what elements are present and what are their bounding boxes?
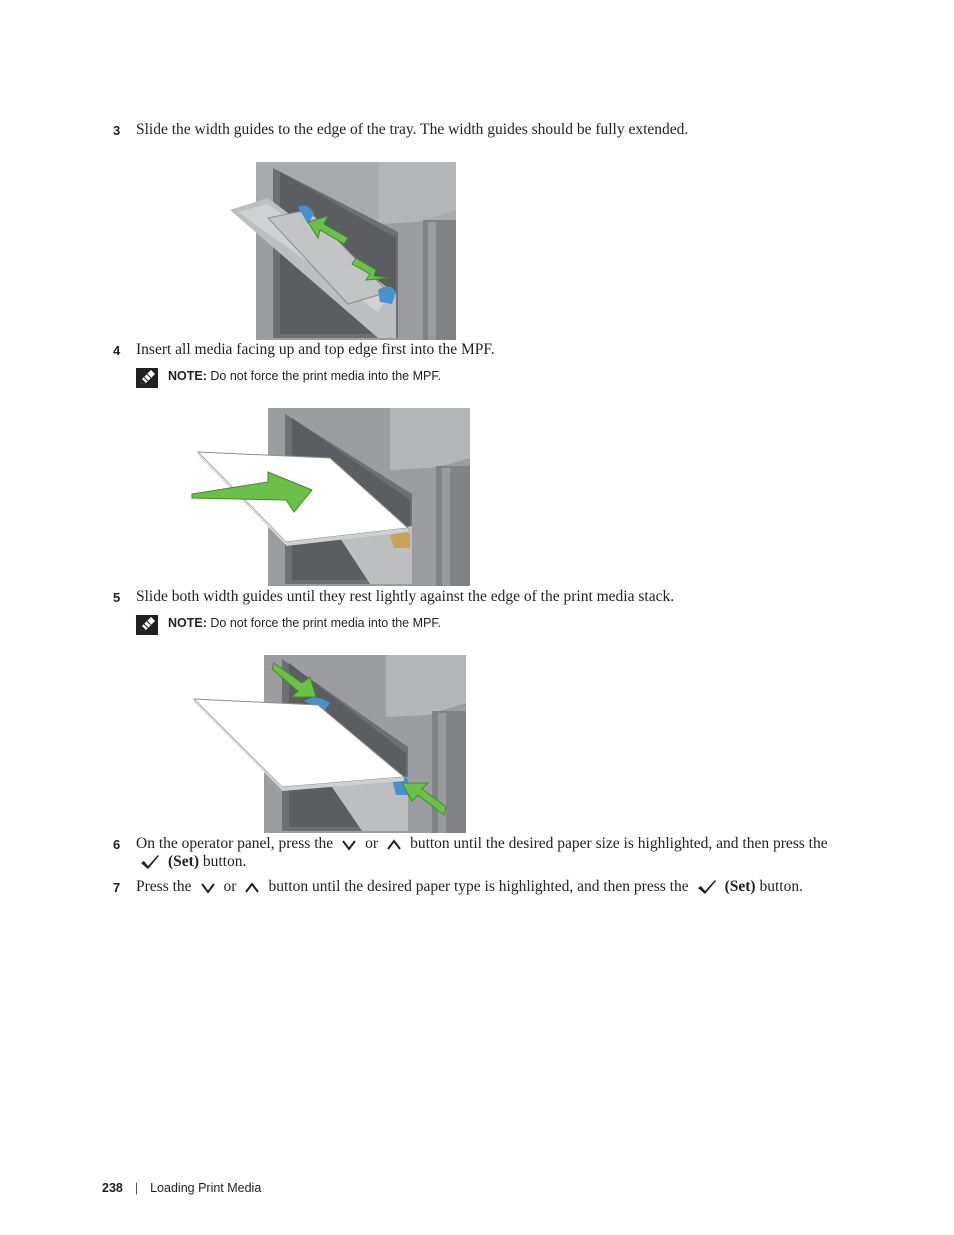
step-text-part: Press the [136,878,192,895]
step-text-part: button. [759,878,803,895]
pencil-note-icon [136,368,158,388]
checkmark-icon [697,879,717,895]
step-text-part: button. [202,853,247,870]
or-text: or [365,835,379,852]
footer-separator: | [134,1181,139,1195]
or-text: or [223,878,237,895]
figure-guides-against-stack [192,655,468,833]
set-label: (Set) [724,878,756,895]
set-label: (Set) [168,853,199,870]
step-text-part: On the operator panel, press the [136,835,334,852]
checkmark-icon [140,854,160,870]
note-label: NOTE: [168,616,207,630]
step-text: Slide both width guides until they rest lightly against the edge of the print media stack. [136,588,675,605]
chevron-up-icon [386,838,402,852]
chevron-down-icon [200,881,216,895]
note-text: Do not force the print media into the MPF. [210,369,442,383]
step-number: 6 [113,837,121,852]
step-number: 5 [113,590,121,605]
chevron-up-icon [244,881,260,895]
step-number: 7 [113,880,121,895]
note-label: NOTE: [168,369,207,383]
step-number: 4 [113,343,121,358]
step-text: Slide the width guides to the edge of the tray. The width guides should be fully extended. [136,121,689,138]
step-text-part: button until the desired paper size is highlighted, and then press the [410,835,828,852]
pencil-note-icon [136,615,158,635]
step-text: Insert all media facing up and top edge first into the MPF. [136,341,495,358]
page-footer [102,1181,261,1195]
note-text: Do not force the print media into the MPF. [210,616,442,630]
figure-width-guides-extend [228,162,458,340]
step-text [136,878,856,896]
step-text [136,835,856,871]
chevron-down-icon [341,838,357,852]
figure-insert-media [190,408,472,586]
footer-section: Loading Print Media [150,1181,262,1195]
page-number: 238 [102,1181,123,1195]
step-number: 3 [113,123,121,138]
step-text-part: button until the desired paper type is highlighted, and then press the [268,878,689,895]
